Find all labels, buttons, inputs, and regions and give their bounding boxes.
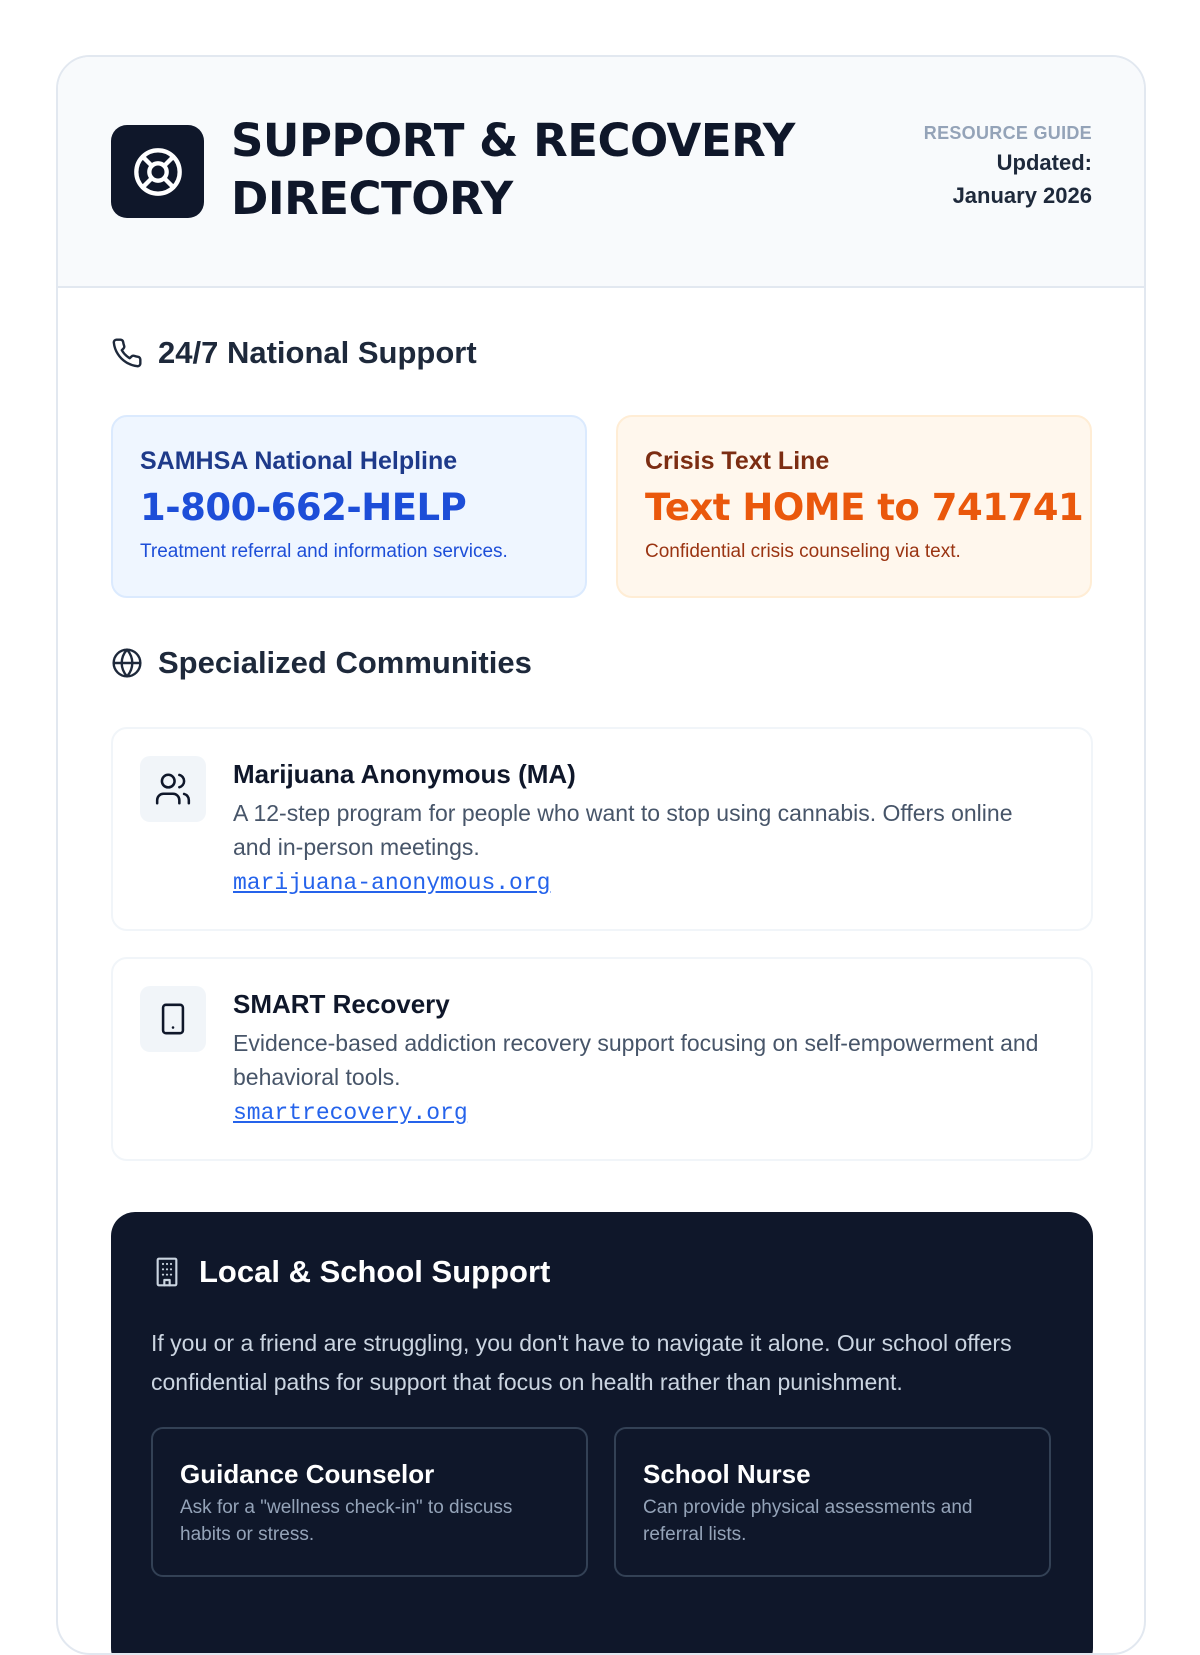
support-option-description: Ask for a "wellness check-in" to discuss habits or stress. bbox=[180, 1497, 513, 1545]
users-icon bbox=[140, 756, 206, 822]
globe-icon bbox=[111, 647, 143, 679]
community-card-smart bbox=[111, 957, 1093, 1161]
page-title bbox=[231, 112, 795, 228]
local-support-heading bbox=[151, 1254, 550, 1290]
directory-card bbox=[56, 55, 1146, 1655]
national-support-heading bbox=[111, 335, 477, 371]
local-support-heading-text: Local & School Support bbox=[199, 1254, 551, 1289]
community-description: A 12-step program for people who want to stop using cannabis. Offers online and in-person meetings. bbox=[233, 800, 1013, 860]
resource-guide-label: RESOURCE GUIDE bbox=[923, 123, 1092, 143]
helpline-name: Crisis Text Line bbox=[645, 447, 830, 475]
guidance-counselor-card bbox=[151, 1427, 588, 1577]
phone-icon bbox=[111, 337, 143, 369]
helpline-number[interactable]: Text HOME to 741741 bbox=[645, 486, 1084, 529]
helpline-name: SAMHSA National Helpline bbox=[140, 447, 458, 475]
local-support-panel bbox=[111, 1212, 1093, 1655]
page-title-line-2: DIRECTORY bbox=[231, 172, 513, 225]
page-title-line-1: SUPPORT & RECOVERY bbox=[231, 114, 795, 167]
helpline-number[interactable]: 1-800-662-HELP bbox=[140, 486, 467, 529]
tablet-icon bbox=[140, 986, 206, 1052]
community-name: Marijuana Anonymous (MA) bbox=[233, 759, 576, 789]
updated-label: Updated: bbox=[996, 150, 1092, 175]
support-option-name: School Nurse bbox=[643, 1459, 811, 1489]
lifebuoy-icon bbox=[111, 125, 204, 218]
community-name: SMART Recovery bbox=[233, 989, 450, 1019]
support-option-description: Can provide physical assessments and referral lists. bbox=[643, 1497, 973, 1545]
helpline-description: Confidential crisis counseling via text. bbox=[645, 541, 961, 562]
community-card-ma bbox=[111, 727, 1093, 931]
communities-heading-text: Specialized Communities bbox=[158, 645, 532, 680]
building-icon bbox=[151, 1256, 183, 1288]
local-support-text: If you or a friend are struggling, you don't have to navigate it alone. Our school offers confidential paths for support that focus on health rather than punishment. bbox=[151, 1330, 1012, 1395]
page-header bbox=[58, 57, 1144, 288]
header-meta bbox=[924, 123, 1092, 212]
helpline-description: Treatment referral and information services. bbox=[140, 541, 508, 562]
crisis-text-line-card[interactable] bbox=[616, 415, 1092, 598]
national-support-heading-text: 24/7 National Support bbox=[158, 335, 477, 370]
school-nurse-card bbox=[614, 1427, 1051, 1577]
community-link[interactable]: marijuana-anonymous.org bbox=[233, 870, 551, 896]
updated-date: January 2026 bbox=[952, 183, 1092, 208]
community-description: Evidence-based addiction recovery support focusing on self-empowerment and behavioral tools. bbox=[233, 1030, 1039, 1090]
community-link[interactable]: smartrecovery.org bbox=[233, 1100, 468, 1126]
samhsa-helpline-card[interactable] bbox=[111, 415, 587, 598]
support-option-name: Guidance Counselor bbox=[180, 1459, 435, 1489]
communities-heading bbox=[111, 645, 532, 681]
